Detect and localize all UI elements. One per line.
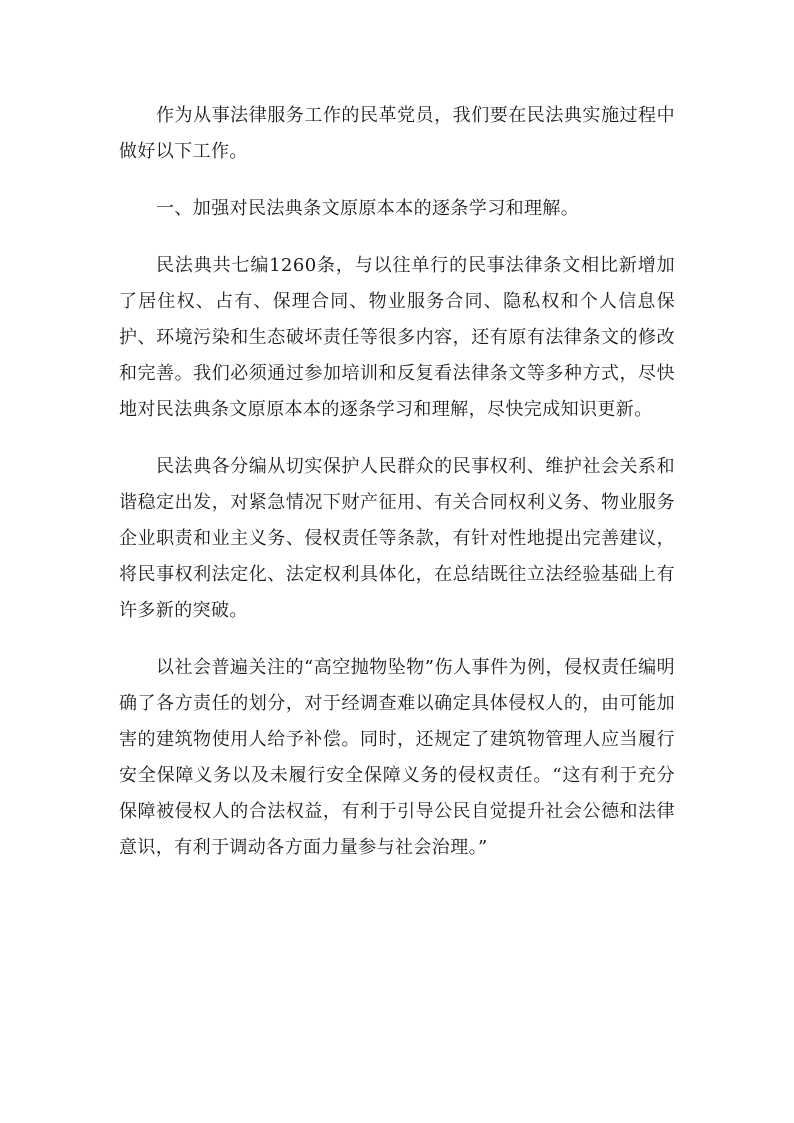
paragraph-civil-code-overview: 民法典共七编1260条，与以往单行的民事法律条文相比新增加了居住权、占有、保理合同、物业服务合同、隐私权和个人信息保护、环境污染和生态破坏责任等很多内容，还有原有法律条文的修改和完善。我们必须通过参加培训和反复看法律条文等多种方式，尽快地对民法典条文原原本本的逐条学习和理解，尽快完成知识更新。 [119,255,675,420]
document-body [119,98,675,887]
section-heading: 一、加强对民法典条文原原本本的逐条学习和理解。 [156,198,580,219]
paragraph-civil-code-provisions: 民法典各分编从切实保护人民群众的民事权利、维护社会关系和谐稳定出发，对紧急情况下财产征用、有关合同权利义务、物业服务企业职责和业主义务、侵权责任等条款，有针对性地提出完善建议，将民事权利法定化、法定权利具体化，在总结既往立法经验基础上有许多新的突破。 [119,456,675,621]
paragraph-intro: 作为从事法律服务工作的民革党员，我们要在民法典实施过程中做好以下工作。 [119,105,675,162]
paragraph-falling-objects-example: 以社会普遍关注的“高空抛物坠物”伤人事件为例，侵权责任编明确了各方责任的划分，对于经调查难以确定具体侵权人的，由可能加害的建筑物使用人给予补偿。同时，还规定了建筑物管理人应当履行安全保障义务以及未履行安全保障义务的侵权责任。“这有利于充分保障被侵权人的合法权益，有利于引导公民自觉提升社会公德和法律意识，有利于调动各方面力量参与社会治理。” [119,657,675,858]
